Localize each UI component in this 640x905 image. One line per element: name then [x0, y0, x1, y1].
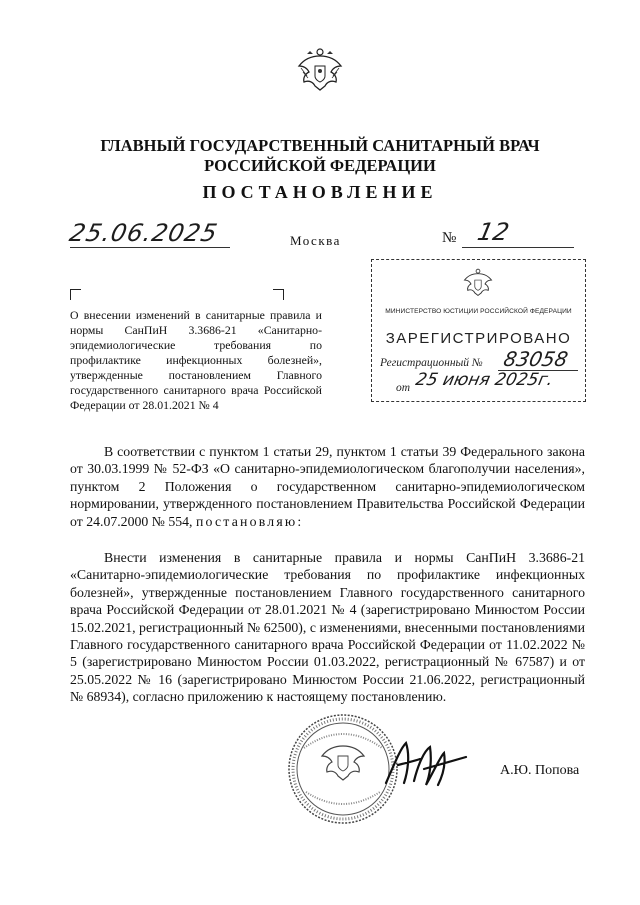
resolve-word: постановляю:: [195, 513, 304, 529]
preamble-text: В соответствии с пунктом 1 статьи 29, пунктом 1 статьи 39 Федерального закона от 30.03.1999 № 52-ФЗ «О санитарно-эпидемиологическом благополучии населения», пунктом 2 Положения о государственном санитарно-эпидемиологическом нормировании, утвержденного постановлением Правительства Российской Федерации от 24.07.2000 № 554,: [70, 444, 585, 529]
stamp-emblem-icon: [462, 266, 494, 298]
document-type-title: ПОСТАНОВЛЕНИЕ: [202, 182, 438, 202]
stamp-date-label: от: [396, 382, 411, 394]
stamp-ministry: МИНИСТЕРСТВО ЮСТИЦИИ РОССИЙСКОЙ ФЕДЕРАЦИИ: [385, 308, 572, 315]
signer-name: А.Ю. Попова: [500, 763, 580, 778]
number-underline: [462, 247, 574, 248]
number-label: №: [442, 230, 457, 246]
operative-paragraph: Внести изменения в санитарные правила и нормы СанПиН 3.3686-21 «Санитарно-эпидемиологические требования по профилактике инфекционных болезней», утвержденные постановлением Главного государственного санитарного врача Российской Федерации от 28.01.2021 № 4 (зарегистрировано Минюстом России 15.02.2021, регистрационный № 62500), с изменениями, внесенными постановлениями Главного государственного санитарного врача Российской Федерации от 11.02.2022 № 5 (зарегистрировано Минюстом России 01.03.2022, регистрационный № 67587) и от 25.05.2022 № 16 (зарегистрировано Минюстом России 21.06.2022, регистрационный № 68934), согласно приложению к настоящему постановлению.: [70, 550, 585, 705]
preamble-paragraph: [70, 443, 585, 530]
authority-line-1: ГЛАВНЫЙ ГОСУДАРСТВЕННЫЙ САНИТАРНЫЙ ВРАЧ: [100, 136, 540, 155]
document-date: 25.06.2025: [67, 219, 221, 247]
registration-stamp: [371, 259, 586, 402]
document-subject: О внесении изменений в санитарные правила и нормы СанПиН 3.3686-21 «Санитарно-эпидемиологические требования по профилактике инфекционных болезней», утвержденные постановлением Главного государственного санитарного врача Российской Федерации от 28.01.2021 № 4: [70, 308, 322, 412]
stamp-date-value: 25 июня 2025г.: [413, 370, 555, 390]
coat-of-arms-icon: [295, 44, 345, 94]
subject-corner-left: [70, 289, 81, 300]
signature-icon: [380, 735, 470, 793]
stamp-regno-label: Регистрационный №: [380, 357, 483, 369]
date-underline: [70, 247, 230, 248]
subject-corner-right: [273, 289, 284, 300]
document-number: 12: [475, 218, 512, 246]
city-label: Москва: [290, 233, 341, 248]
authority-line-2: РОССИЙСКОЙ ФЕДЕРАЦИИ: [204, 156, 436, 175]
stamp-regno-value: 83058: [501, 347, 571, 371]
stamp-status: ЗАРЕГИСТРИРОВАНО: [385, 330, 572, 347]
